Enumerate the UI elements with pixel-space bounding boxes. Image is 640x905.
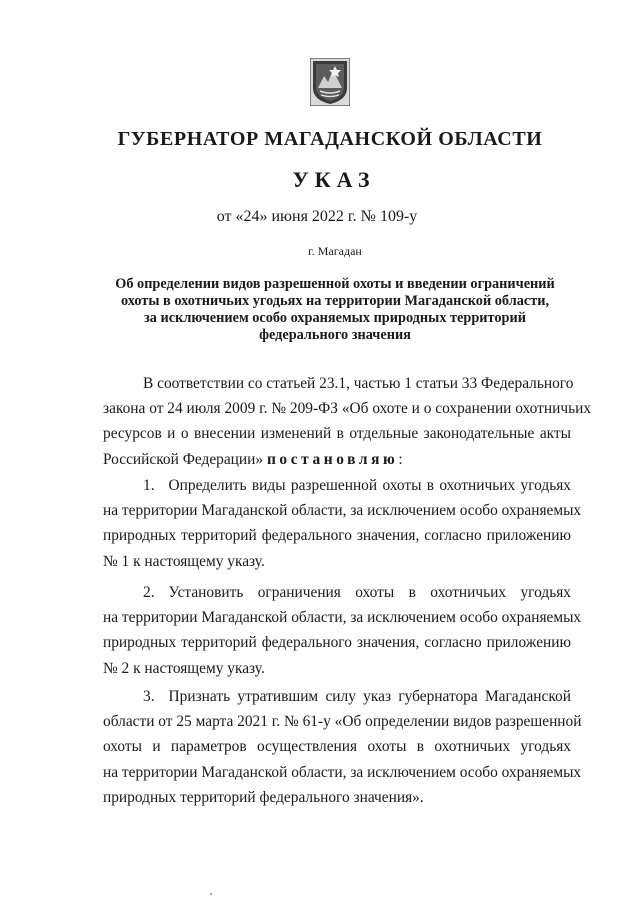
paragraph-line: природных территорий федерального значения». bbox=[103, 788, 424, 806]
paragraph-line: области от 25 марта 2021 г. № 61-у «Об определении видов разрешенной bbox=[103, 713, 582, 731]
item-first-line bbox=[103, 473, 571, 498]
paragraph-line: охоты и параметров осуществления охоты в охотничьих угодьях bbox=[103, 738, 571, 756]
decree-item-1 bbox=[103, 473, 582, 574]
subject-line: Об определении видов разрешенной охоты и введении ограничений bbox=[115, 276, 555, 292]
issuer-title: ГУБЕРНАТОР МАГАДАНСКОЙ ОБЛАСТИ bbox=[117, 128, 543, 150]
paragraph-line: ресурсов и о внесении изменений в отдельные законодательные акты bbox=[103, 425, 571, 443]
item-line-text: Признать утратившим силу указ губернатора Магаданской bbox=[168, 688, 571, 705]
subject-line: охоты в охотничьих угодьях на территории Магаданской области, bbox=[120, 293, 550, 309]
paragraph-line: на территории Магаданской области, за исключением особо охраняемых bbox=[103, 763, 582, 781]
item-line-text: Определить виды разрешенной охоты в охотничьих угодьях bbox=[168, 477, 571, 494]
item-line-text: Установить ограничения охоты в охотничьих угодьях bbox=[168, 584, 571, 601]
preamble-closing-text: Российской Федерации» bbox=[103, 450, 264, 468]
paragraph-line-decree bbox=[103, 447, 571, 472]
decree-item-3 bbox=[103, 684, 582, 810]
document-city: г. Магадан bbox=[308, 244, 362, 258]
decree-item-2 bbox=[103, 580, 582, 681]
item-number: 2. bbox=[143, 584, 155, 601]
paragraph-line: закона от 24 июля 2009 г. № 209-ФЗ «Об охоте и о сохранении охотничьих bbox=[103, 400, 592, 418]
decree-colon: : bbox=[398, 450, 403, 468]
paragraph-line: на территории Магаданской области, за исключением особо охраняемых bbox=[103, 502, 582, 520]
item-first-line bbox=[103, 580, 571, 605]
decree-word: постановляю bbox=[266, 450, 399, 468]
subject-line: за исключением особо охраняемых природных территорий bbox=[144, 310, 526, 326]
item-number: 1. bbox=[143, 477, 155, 494]
document-subject bbox=[100, 276, 570, 344]
document-type-title: УКАЗ bbox=[292, 167, 376, 192]
coat-of-arms-icon bbox=[310, 58, 350, 106]
paragraph-line: В соответствии со статьей 23.1, частью 1 статьи 33 Федерального bbox=[143, 375, 574, 392]
preamble-paragraph bbox=[103, 371, 592, 472]
paragraph-line: № 2 к настоящему указу. bbox=[103, 659, 265, 677]
item-number: 3. bbox=[143, 688, 155, 705]
document-date-number: от «24» июня 2022 г. № 109-у bbox=[216, 208, 418, 225]
paragraph-line: № 1 к настоящему указу. bbox=[103, 552, 265, 570]
item-first-line bbox=[103, 684, 571, 709]
coat-of-arms-graphic bbox=[310, 58, 350, 106]
paragraph-line: природных территорий федерального значения, согласно приложению bbox=[103, 634, 571, 652]
paragraph-line: на территории Магаданской области, за исключением особо охраняемых bbox=[103, 609, 582, 627]
paragraph-line: природных территорий федерального значения, согласно приложению bbox=[103, 527, 571, 545]
subject-line: федерального значения bbox=[259, 327, 411, 343]
scan-speck bbox=[210, 893, 212, 895]
